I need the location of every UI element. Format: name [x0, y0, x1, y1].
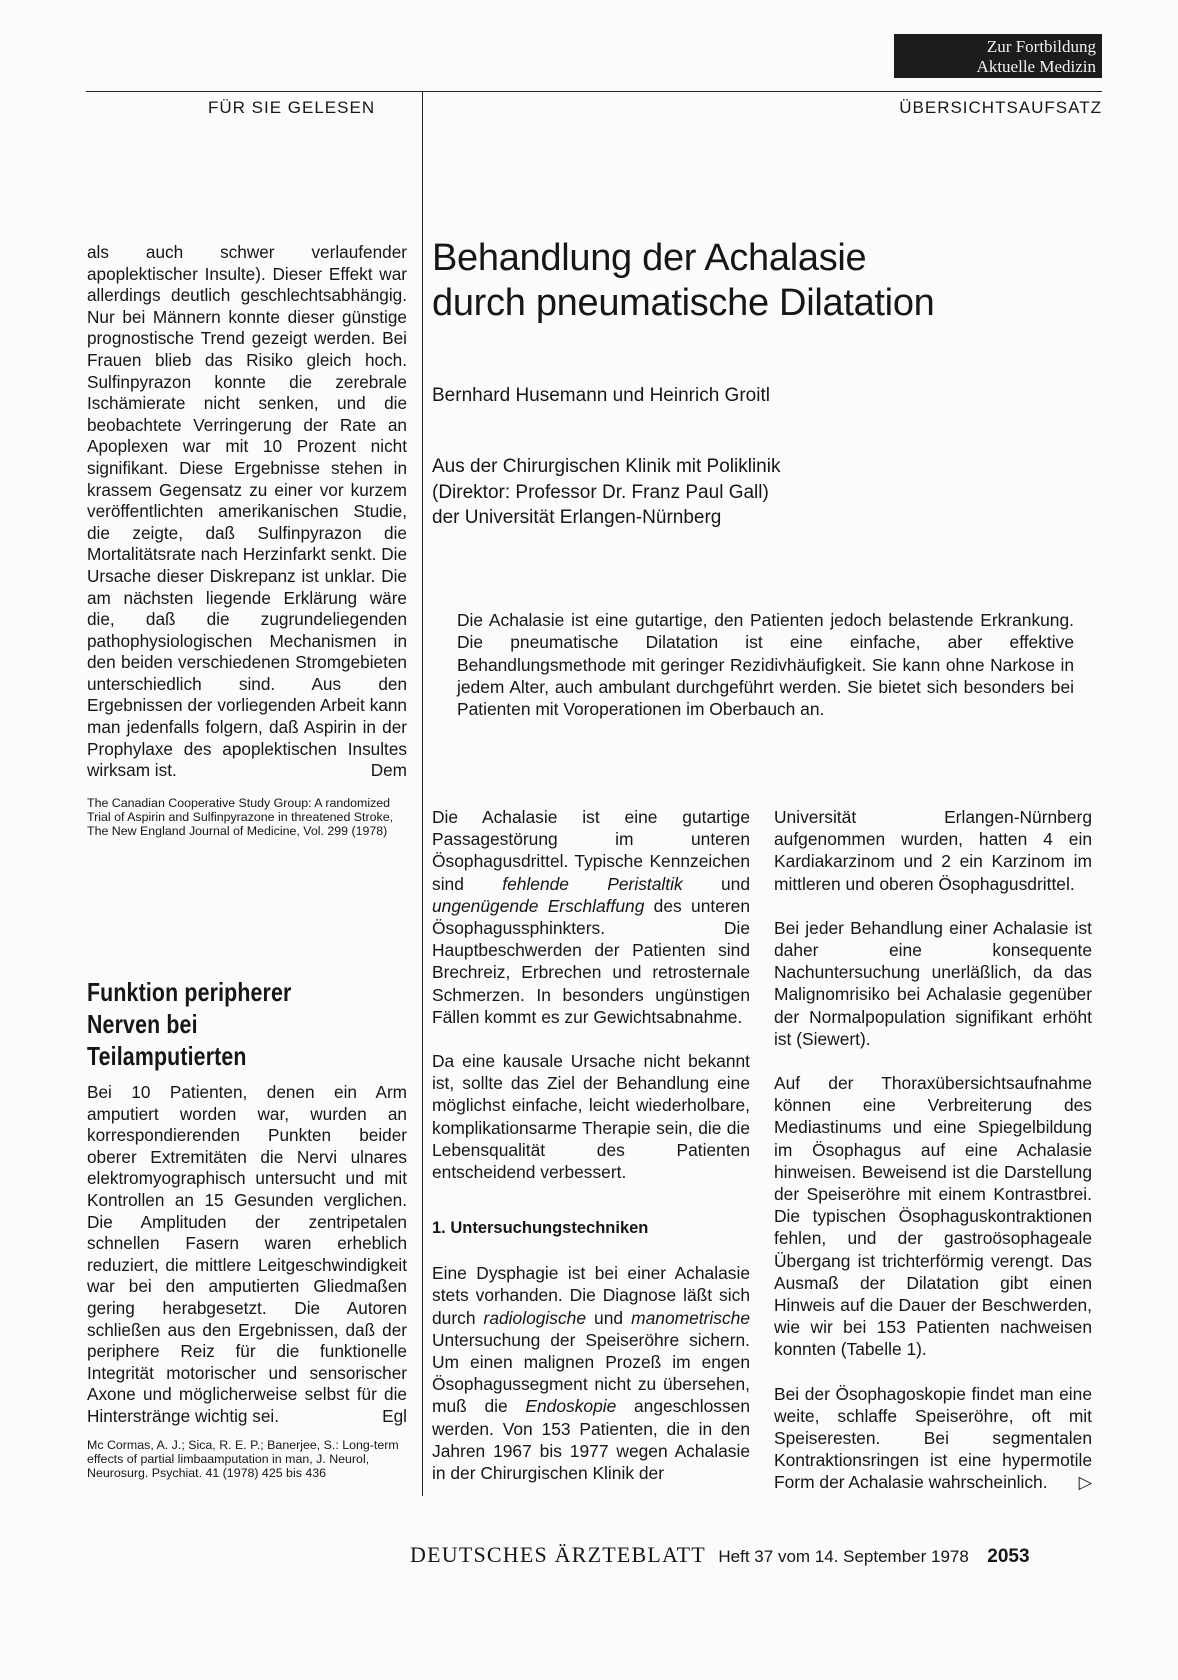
affiliation-line-3: der Universität Erlangen-Nürnberg	[432, 507, 722, 528]
journal-name: DEUTSCHES ÄRZTEBLATT	[410, 1542, 706, 1567]
col1-p1-emphasis-1: fehlende Peristaltik	[502, 873, 683, 894]
article-title-line-2: durch pneumatische Dilatation	[432, 282, 935, 324]
col1-p1-emphasis-2: ungenügende Erschlaffung	[432, 895, 645, 916]
col1-subheading: 1. Untersuchungstechniken	[432, 1219, 649, 1238]
issue-info: Heft 37 vom 14. September 1978	[718, 1547, 969, 1566]
article-affiliation	[432, 454, 780, 531]
col2-paragraph-3: Auf der Thoraxübersichtsaufnahme können eine Verbreiterung des Mediastinums und eine Spiegelbildung im Ösophagus auf eine Achalasie hinweisen. Beweisend ist die Darstellung der Speiseröhre mit einem Kontrastbrei. Die typischen Ösophaguskontraktionen fehlen, und der gastroösophageale Übergang ist trichterförmig verengt. Das Ausmaß der Dilatation gibt einen Hinweis auf die Dauer der Beschwerden, wie wir bei 153 Patienten nachweisen konnten (Tabelle 1).	[774, 1073, 1092, 1360]
col1-p3-text-b: und	[586, 1307, 632, 1328]
col2-paragraph-2: Bei jeder Behandlung einer Achalasie ist daher eine konsequente Nachuntersuchung unerläßlich, da das Malignomrisiko bei Achalasie gegenüber der Normalpopulation signifikant erhöht ist (Siewert).	[774, 917, 1092, 1049]
review-reference-1: The Canadian Cooperative Study Group: A randomized Trial of Aspirin and Sulfinpyrazone in threatened Stroke, The New England Journal of Medicine, Vol. 299 (1978)	[87, 795, 394, 839]
section-label-right: ÜBERSICHTSAUFSATZ	[899, 98, 1102, 117]
page-footer	[410, 1542, 1100, 1568]
article-title	[432, 236, 1082, 326]
review-text-2: Bei 10 Patienten, denen ein Arm amputiert worden war, wurden an korrespondierenden Punkten beider oberer Extremitäten die Nervi ulnares elektromyographisch untersucht und mit Kontrollen an 15 Gesunden verglichen. Die Amplituden der zentripetalen schnellen Fasern waren erheblich reduziert, die mittlere Leitgeschwindigkeit war bei den amputierten Gliedmaßen gering herabgesetzt. Die Autoren schließen aus den Ergebnissen, daß der periphere Reiz für die funktionelle Integrität motorischer und sensorischer Axone und möglicherweise selbst für die Hinterstränge wichtig sei.	[87, 1082, 407, 1426]
col1-p3-emphasis-2: manometrische	[631, 1307, 750, 1328]
article-column-1	[432, 806, 750, 1484]
col1-p3-text-d: angeschlossen werden. Von 153 Patienten, die in den Jahren 1967 bis 1977 wegen Achalasie in der Chirurgischen Klinik der	[432, 1396, 750, 1484]
article-abstract: Die Achalasie ist eine gutartige, den Patienten jedoch belastende Erkrankung. Die pneumatische Dilatation ist eine einfache, aber effektive Behandlungsmethode mit geringer Rezidivhäufigkeit. Sie kann ohne Narkose in jedem Alter, auch ambulant durchgeführt werden. Sie bietet sich besonders bei Patienten mit Voroperationen im Oberbauch an.	[457, 610, 1074, 720]
review-heading-2: Funktion peripherer Nerven bei Teilamputierten	[87, 977, 292, 1071]
col1-p3-emphasis-3: Endoskopie	[525, 1396, 617, 1417]
page-number: 2053	[987, 1546, 1030, 1567]
affiliation-line-2: (Direktor: Professor Dr. Franz Paul Gall)	[432, 481, 769, 503]
left-column	[87, 242, 407, 839]
continue-arrow-icon: ▷	[1078, 1472, 1092, 1493]
left-column-review-2	[87, 1082, 407, 1480]
series-badge	[894, 34, 1102, 78]
review-signature-2: Egl	[382, 1405, 407, 1426]
review-reference-2: Mc Cormas, A. J.; Sica, R. E. P.; Banerjee, S.: Long-term effects of partial limbaamputation in man, J. Neurol, Neurosurg. Psychiat. 41 (1978) 425 bis 436	[87, 1437, 399, 1481]
review-signature-1: Dem	[370, 760, 407, 781]
col2-paragraph-4	[774, 1383, 1092, 1494]
article-title-line-1: Behandlung der Achalasie	[432, 237, 867, 279]
col1-paragraph-2: Da eine kausale Ursache nicht bekannt ist, sollte das Ziel der Behandlung eine möglichst einfache, leicht wiederholbare, komplikationsarme Therapie sein, die die Lebensqualität des Patienten entscheidend verbessert.	[432, 1051, 750, 1183]
col1-p3-emphasis-1: radiologische	[483, 1307, 587, 1328]
article-authors: Bernhard Husemann und Heinrich Groitl	[432, 385, 770, 406]
badge-line-1: Zur Fortbildung	[986, 37, 1096, 56]
article-column-2	[774, 806, 1092, 1494]
col2-paragraph-1: Universität Erlangen-Nürnberg aufgenommen wurden, hatten 4 ein Kardiakarzinom und 2 ein Karzinom im mittleren und oberen Ösophagusdrittel.	[774, 807, 1092, 894]
col1-p1-text-c: des unteren Ösophagussphinkters. Die Hauptbeschwerden der Patienten sind Brechreiz, Erbrechen und retrosternale Schmerzen. In besonders ungünstigen Fällen kommt es zur Gewichtsabnahme.	[432, 895, 751, 1027]
col1-p3-text-c: Untersuchung der Speiseröhre sichern. Um einen malignen Prozeß im engen Ösophagussegment nicht zu übersehen, muß die	[432, 1329, 750, 1417]
col2-p4-text: Bei der Ösophagoskopie findet man eine weite, schlaffe Speiseröhre, oft mit Speiseresten. Bei segmentalen Kontraktionsringen ist eine hypermotile Form der Achalasie wahrscheinlich.	[774, 1383, 1092, 1493]
affiliation-line-1: Aus der Chirurgischen Klinik mit Poliklinik	[432, 456, 781, 477]
badge-line-2: Aktuelle Medizin	[976, 57, 1096, 76]
col1-p3-text-a: Eine Dysphagie ist bei einer Achalasie stets vorhanden. Die Diagnose läßt sich durch	[432, 1263, 750, 1328]
col1-p1-text-b: und	[682, 873, 751, 894]
section-label-left: FÜR SIE GELESEN	[208, 98, 376, 117]
col1-paragraph-3	[432, 1262, 750, 1484]
review-text-1: als auch schwer verlaufender apoplektischer Insulte). Dieser Effekt war allerdings deutlich geschlechtsabhängig. Nur bei Männern konnte dieser günstige prognostische Trend gezeigt werden. Bei Frauen blieb das Risiko gleich hoch. Sulfinpyrazon konnte die zerebrale Ischämierate nicht senken, und die beobachtete Verringerung der Rate an Apoplexen war mit 10 Prozent nicht signifikant. Diese Ergebnisse stehen in krassem Gegensatz zu einer vor kurzem veröffentlichten amerikanischen Studie, die zeigte, daß Sulfinpyrazon die Mortalitätsrate nach Herzinfarkt senkt. Die Ursache dieser Diskrepanz ist unklar. Die am nächsten liegende Erklärung wäre die, daß die zugrundeliegenden pathophysiologischen Mechanismen in den beiden verschiedenen Stromgebieten unterschiedlich sind. Aus den Ergebnissen der vorliegenden Arbeit kann man jedenfalls folgern, daß Aspirin in der Prophylaxe des apoplektischen Insultes wirksam ist.	[87, 242, 407, 781]
col1-p1-text-a: Die Achalasie ist eine gutartige Passagestörung im unteren Ösophagusdrittel. Typische Kennzeichen sind	[432, 807, 750, 894]
column-divider	[422, 91, 423, 1496]
review-heading-2-box	[87, 976, 417, 1072]
col1-paragraph-1	[432, 806, 750, 1028]
header-rule	[86, 91, 1102, 92]
